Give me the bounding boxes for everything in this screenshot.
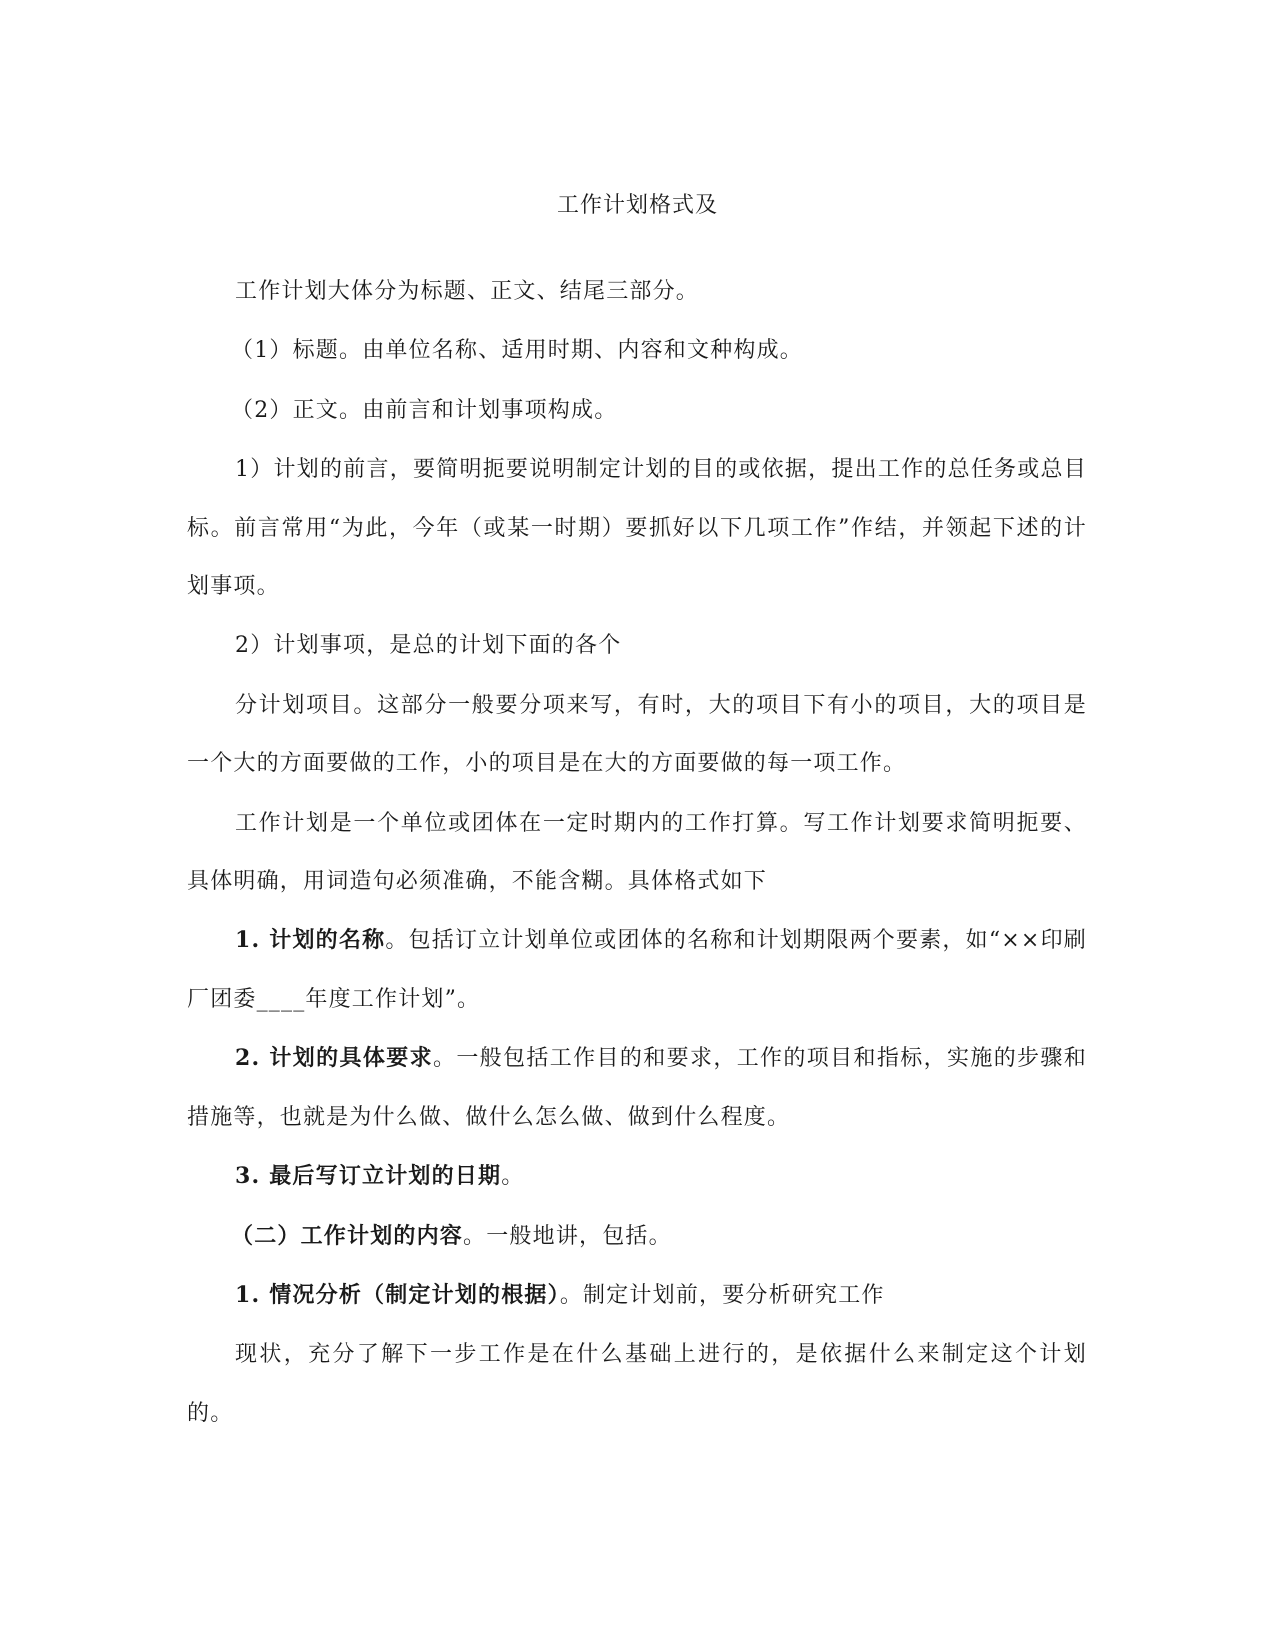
document-title: 工作计划格式及 [556, 193, 718, 218]
paragraph-2: （1）标题。由单位名称、适用时期、内容和文种构成。 [231, 338, 803, 364]
paragraph-1: 工作计划大体分为标题、正文、结尾三部分。 [235, 279, 700, 304]
paragraph-11: （二）工作计划的内容。一般地讲，包括。 [231, 1222, 672, 1249]
section-heading-1: 1. 计划的名称 [235, 927, 386, 954]
document-body [187, 262, 1087, 1443]
paragraph-10: 3. 最后写订立计划的日期。 [235, 1163, 525, 1190]
paragraph-6: 分计划项目。这部分一般要分项来写，有时，大的项目下有小的项目，大的项目是一个大的方面要做的工作，小的项目是在大的方面要做的每一项工作。 [187, 692, 1087, 777]
paragraph-8: 1. 计划的名称。包括订立计划单位或团体的名称和计划期限两个要素，如“××印刷厂团委____年度工作计划”。 [187, 927, 1087, 1012]
section-heading-2: 2. 计划的具体要求 [235, 1045, 433, 1072]
paragraph-9: 2. 计划的具体要求。一般包括工作目的和要求，工作的项目和指标，实施的步骤和措施等，也就是为什么做、做什么怎么做、做到什么程度。 [187, 1045, 1087, 1130]
section-heading-3: 3. 最后写订立计划的日期 [235, 1163, 502, 1190]
paragraph-12: 1. 情况分析（制定计划的根据）。制定计划前，要分析研究工作 [235, 1281, 885, 1308]
paragraph-13: 现状，充分了解下一步工作是在什么基础上进行的，是依据什么来制定这个计划的。 [187, 1342, 1087, 1426]
paragraph-7: 工作计划是一个单位或团体在一定时期内的工作打算。写工作计划要求简明扼要、具体明确，用词造句必须准确，不能含糊。具体格式如下 [187, 810, 1087, 895]
paragraph-4: 1）计划的前言，要简明扼要说明制定计划的目的或依据，提出工作的总任务或总目标。前言常用“为此，今年（或某一时期）要抓好以下几项工作”作结，并领起下述的计划事项。 [187, 457, 1087, 600]
paragraph-5: 2）计划事项，是总的计划下面的各个 [235, 633, 622, 659]
section-heading-4: （二）工作计划的内容 [231, 1222, 464, 1249]
section-heading-5: 1. 情况分析（制定计划的根据） [235, 1281, 560, 1308]
paragraph-3: （2）正文。由前言和计划事项构成。 [231, 397, 618, 423]
